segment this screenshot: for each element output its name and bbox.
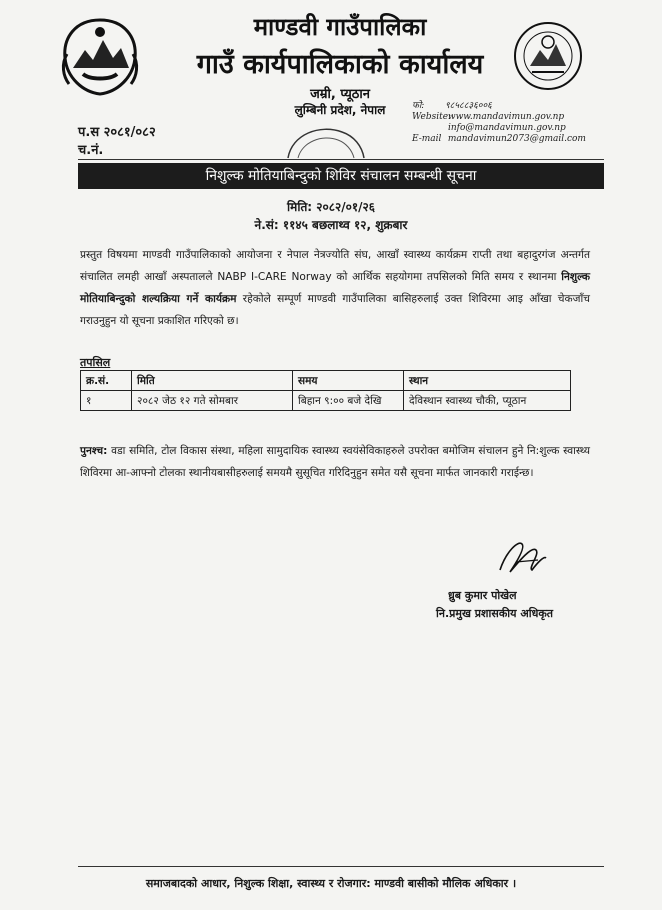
municipality-logo-icon	[512, 20, 584, 92]
office-location: जम्री, प्यूठान	[310, 87, 370, 102]
contact-block	[412, 101, 586, 145]
phone-number: ९८५८८३६००६	[445, 101, 492, 111]
nepal-samvat-date: ने.सं: ११४५ बछलाथ्व १२, शुक्रबार	[254, 218, 408, 232]
postscript	[80, 440, 590, 484]
cell-place: देविस्थान स्वास्थ्य चौकी, प्यूठान	[404, 391, 571, 411]
office-name: गाउँ कार्यपालिकाको कार्यालय	[196, 49, 484, 80]
cell-sn: १	[81, 391, 132, 411]
postscript-label: पुनश्च:	[80, 445, 108, 457]
notice-body	[80, 244, 590, 332]
website-link[interactable]: www.mandavimun.gov.np	[447, 112, 565, 122]
notice-title: निशुल्क मोतियाबिन्दुको शिविर संचालन सम्बन्धी सूचना	[78, 163, 604, 189]
footer-slogan: समाजबादको आधार, निशुल्क शिक्षा, स्वास्थ्य र रोजगार: माण्डवी बासीको मौलिक अधिकार ।	[145, 877, 517, 890]
col-header-sn: क्र.सं.	[81, 371, 132, 391]
schedule-heading: तपसिल	[80, 356, 111, 369]
postscript-text: वडा समिति, टोल विकास संस्था, महिला सामुदायिक स्वास्थ्य स्वयंसेविकाहरुले उपरोक्त बमोजिम संचालन हुने नि:शुल्क स्वास्थ्य शिविरमा आ-आफ्नो टोलका स्थानीयबासीहरुलाई समयमै सुसूचित गरिदिनुहुन समेत यसै सूचना मार्फत जानकारी गराईन्छ।	[80, 445, 590, 479]
schedule-table	[80, 370, 571, 411]
municipality-name: माण्डवी गाउँपालिका	[253, 13, 427, 41]
signatory-name: ध्रुब कुमार पोखेल	[448, 589, 517, 602]
cell-date: २०८२ जेठ १२ गते सोमबार	[132, 391, 293, 411]
header-divider	[78, 159, 604, 160]
office-seal-icon	[280, 120, 370, 160]
footer-divider	[78, 866, 604, 867]
table-header-row	[81, 371, 571, 391]
email-link-2[interactable]: mandavimun2073@gmail.com	[447, 134, 586, 144]
signatory-title: नि.प्रमुख प्रशासकीय अधिकृत	[436, 607, 554, 620]
signature-icon	[492, 532, 552, 582]
dispatch-number: च.नं.	[78, 143, 104, 158]
body-text-a: प्रस्तुत विषयमा माण्डवी गाउँपालिकाको आयोजना र नेपाल नेत्रज्योति संघ, आखाँ स्वास्थ्य कार्यक्रम राप्ती तथा बहादुरगंज अन्तर्गत संचालित लमही आखाँ अस्पतालले NABP I-CARE Norway को आर्थिक सहयोगमा तपसिलको मिति समय र स्थानमा	[80, 249, 590, 283]
letter-number: प.स २०८१/०८२	[78, 125, 156, 140]
cell-time: बिहान ९:०० बजे देखि	[293, 391, 404, 411]
website-label: Website:	[412, 112, 452, 122]
table-row	[81, 391, 571, 411]
notice-date: मिति: २०८२/०१/२६	[287, 200, 375, 214]
email-link-1[interactable]: info@mandavimun.gov.np	[448, 123, 566, 133]
province-name: लुम्बिनी प्रदेश, नेपाल	[294, 103, 386, 117]
body-text-b: रहेकोले सम्पूर्ण माण्डवी गाउँपालिका बासिहरुलाई उक्त शिविरमा आइ आँखा चेकजाँच गराउनुहुन यो सूचना प्रकाशित गरिएको छ।	[80, 293, 590, 327]
nepal-emblem-icon	[55, 14, 145, 100]
phone-label: फो:	[412, 101, 425, 111]
col-header-time: समय	[293, 371, 404, 391]
body-text-highlight: निशुल्क मोतियाबिन्दुको शल्यक्रिया गर्ने कार्यक्रम	[80, 271, 590, 305]
col-header-place: स्थान	[404, 371, 571, 391]
col-header-date: मिति	[132, 371, 293, 391]
email-label: E-mail	[412, 134, 442, 144]
